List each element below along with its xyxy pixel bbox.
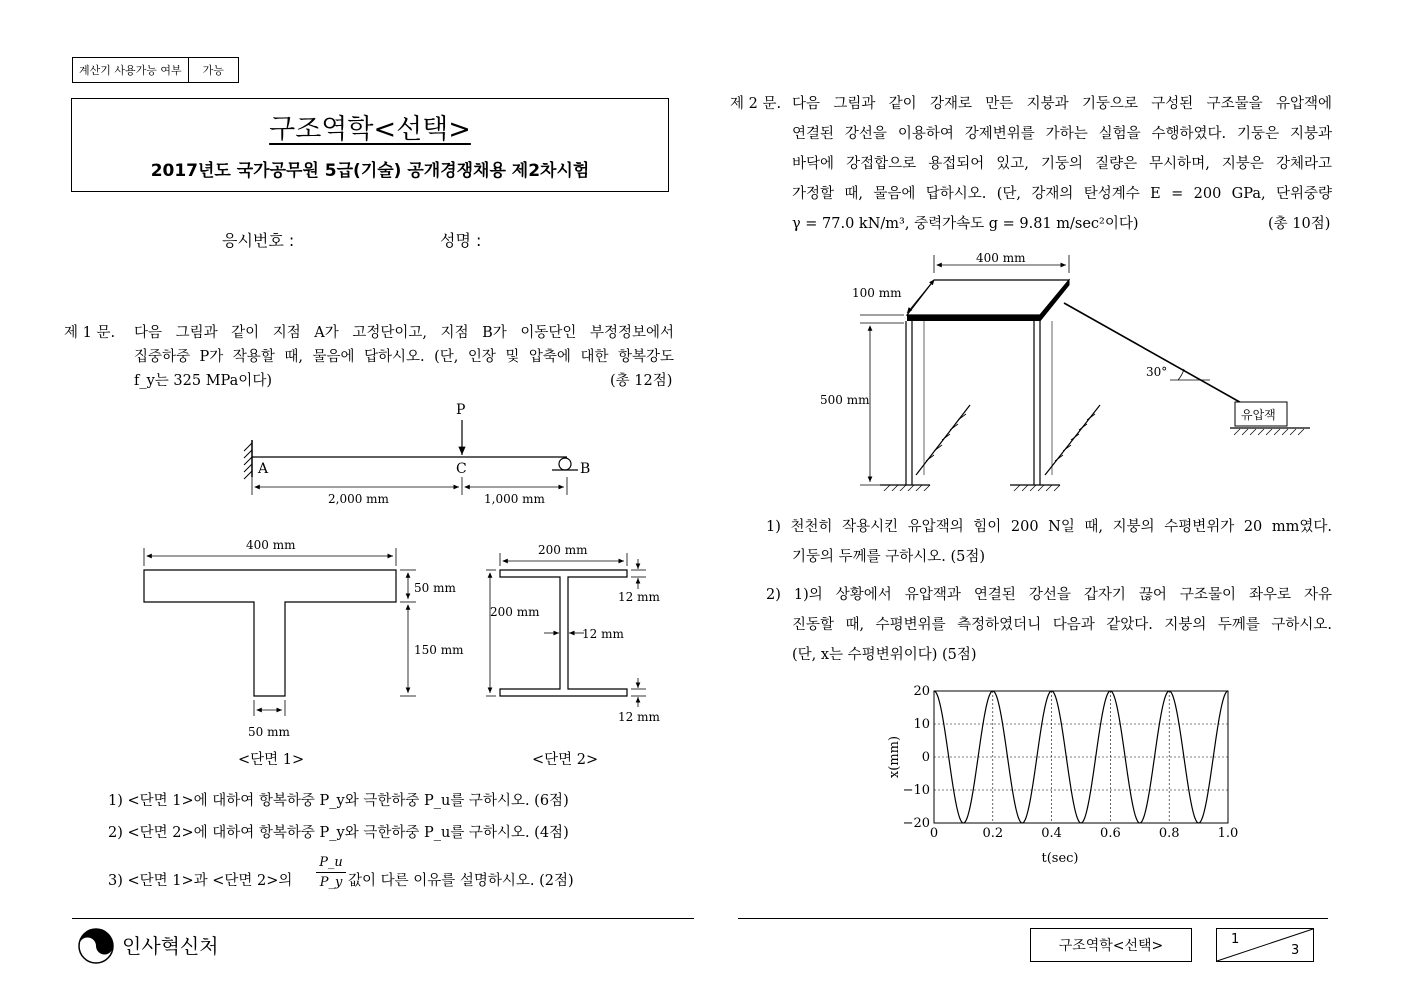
cable-angle-label: 30°: [1146, 365, 1168, 379]
point-a-label: A: [258, 461, 269, 477]
q2-points: (총 10점): [1268, 216, 1331, 232]
sec1-web-width-dim: 50 mm: [248, 725, 290, 739]
q1-line2: 집중하중 P가 작용할 때, 물음에 답하시오. (단, 인장 및 압축에 대한 항복강도: [134, 349, 674, 365]
displacement-chart: [870, 676, 1250, 876]
calc-value: 가능: [188, 58, 238, 82]
fraction: [316, 855, 346, 890]
sec2-web-dim: 12 mm: [582, 627, 624, 641]
government-logo-icon: [76, 926, 116, 966]
page-current: 1: [1231, 932, 1240, 947]
fraction-denominator: P_y: [319, 875, 343, 890]
point-c-label: C: [456, 461, 467, 477]
q1-points: (총 12점): [610, 373, 673, 389]
exam-number-label: 응시번호 :: [222, 231, 295, 250]
y-tick-label: 10: [913, 717, 930, 732]
frame-width-dim: 400 mm: [976, 251, 1026, 265]
page-total: 3: [1291, 943, 1300, 958]
beam-diagram: [230, 395, 610, 510]
exam-title: 2017년도 국가공무원 5급(기술) 공개경쟁채용 제2차시험: [150, 161, 590, 181]
sec2-caption: <단면 2>: [532, 752, 599, 768]
x-tick-label: 0: [929, 826, 939, 841]
sec1-caption: <단면 1>: [238, 752, 305, 768]
series-line: [934, 691, 1228, 823]
beam-dim-cb: 1,000 mm: [484, 492, 545, 506]
calc-label: 계산기 사용가능 여부: [79, 64, 182, 77]
q2-line5: γ = 77.0 kN/m³, 중력가속도 g = 9.81 m/sec²이다): [792, 216, 1139, 232]
y-tick-label: −10: [902, 783, 930, 798]
x-tick-label: 0.6: [1100, 826, 1121, 841]
q1-line1: 다음 그림과 같이 지점 A가 고정단이고, 지점 B가 이동단인 부정정보에서: [134, 325, 674, 341]
sec1-web-height-dim: 150 mm: [414, 643, 464, 657]
agency-name: 인사혁신처: [122, 934, 219, 958]
q1-sub3-post: 값이 다른 이유를 설명하시오. (2점): [348, 873, 574, 889]
y-tick-label: 0: [921, 750, 930, 765]
title-box: [71, 98, 669, 192]
section-1-diagram: [130, 530, 470, 745]
load-label: P: [456, 402, 466, 418]
q2-number: 제 2 문.: [730, 96, 782, 112]
q1-sub2: 2) <단면 2>에 대하여 항복하중 P_y와 극한하중 P_u를 구하시오. (4점): [108, 825, 569, 841]
subject-title: 구조역학<선택>: [269, 114, 471, 145]
point-b-label: B: [580, 461, 591, 477]
x-axis-label: t(sec): [1041, 851, 1079, 866]
y-tick-label: 20: [913, 684, 930, 699]
calculator-permission-box: [72, 57, 239, 83]
footer-rule-right: [738, 918, 1328, 919]
q2-sub1-line1: 1) 천천히 작용시킨 유압잭의 힘이 200 N일 때, 지붕의 수평변위가 20 mm였다.: [766, 519, 1332, 535]
x-tick-label: 1.0: [1217, 826, 1239, 841]
footer-rule-left: [72, 918, 694, 919]
q1-sub1: 1) <단면 1>에 대하여 항복하중 P_y와 극한하중 P_u를 구하시오. (6점): [108, 793, 569, 809]
name-label: 성명 :: [440, 231, 482, 250]
q2-sub2-line1: 2) 1)의 상황에서 유압잭과 연결된 강선을 갑자기 끊어 구조물이 좌우로 자유: [766, 587, 1332, 603]
q2-sub1-line2: 기둥의 두께를 구하시오. (5점): [792, 549, 986, 565]
page-number-box: [1216, 928, 1314, 962]
beam-dim-ac: 2,000 mm: [328, 492, 389, 506]
q1-sub3-pre: 3) <단면 1>과 <단면 2>의: [108, 873, 293, 889]
jack-label: 유압잭: [1241, 408, 1276, 422]
x-tick-label: 0.8: [1158, 826, 1180, 841]
frame-diagram: [820, 245, 1320, 500]
sec1-top-dim: 400 mm: [246, 538, 296, 552]
fraction-numerator: P_u: [316, 855, 346, 873]
sec2-bottom-flange-dim: 12 mm: [618, 710, 660, 724]
q1-line3: f_y는 325 MPa이다): [134, 373, 272, 389]
section-2-diagram: [480, 535, 680, 735]
q1-number: 제 1 문.: [64, 325, 116, 341]
sec2-top-flange-dim: 12 mm: [618, 590, 660, 604]
q2-line2: 연결된 강선을 이용하여 강제변위를 가하는 실험을 수행하였다. 기둥은 지붕과: [792, 126, 1332, 142]
y-axis-label: x(mm): [887, 735, 902, 779]
frame-depth-dim: 100 mm: [852, 286, 902, 300]
sec2-top-dim: 200 mm: [538, 543, 588, 557]
q2-sub2-line3: (단, x는 수평변위이다) (5점): [792, 647, 977, 663]
sec2-height-dim: 200 mm: [490, 605, 540, 619]
x-tick-label: 0.4: [1041, 826, 1062, 841]
x-tick-label: 0.2: [982, 826, 1004, 841]
y-tick-label: −20: [902, 816, 930, 831]
q2-line3: 바닥에 강접합으로 용접되어 있고, 기둥의 질량은 무시하며, 지붕은 강체라고: [792, 156, 1332, 172]
sec1-flange-dim: 50 mm: [414, 581, 456, 595]
footer-subject-box: 구조역학<선택>: [1030, 928, 1192, 962]
q2-sub2-line2: 진동할 때, 수평변위를 측정하였더니 다음과 같았다. 지붕의 두께를 구하시오.: [792, 617, 1332, 633]
q2-line4: 가정할 때, 물음에 답하시오. (단, 강재의 탄성계수 E = 200 GPa, 단위중량: [792, 186, 1332, 202]
q2-line1: 다음 그림과 같이 강재로 만든 지붕과 기둥으로 구성된 구조물을 유압잭에: [792, 96, 1332, 112]
frame-height-dim: 500 mm: [820, 393, 870, 407]
